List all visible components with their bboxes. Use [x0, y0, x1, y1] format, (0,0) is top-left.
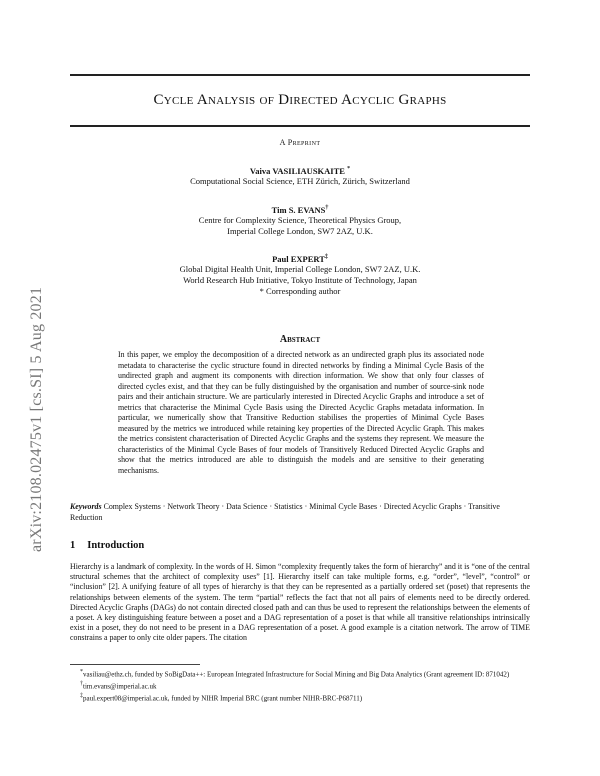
footnote [70, 668, 530, 680]
affiliation-line: World Research Hub Initiative, Tokyo Institute of Technology, Japan [183, 275, 417, 285]
author-block-1 [70, 166, 530, 187]
arxiv-sidebar-stamp: arXiv:2108.02475v1 [cs.SI] 5 Aug 2021 [28, 286, 45, 552]
affiliation-line: Imperial College London, SW7 2AZ, U.K. [227, 226, 373, 236]
footnote-text: vasiliau@ethz.ch, funded by SoBigData++: European Integrated Infrastructure for Social Mining and Big Data Analytics (Grant agreement ID: 871042) [83, 670, 510, 679]
section-number: 1 [70, 540, 76, 551]
author-mark: * [347, 166, 351, 173]
title-bottom-rule [70, 125, 530, 127]
footnote-mark: † [80, 680, 83, 687]
preprint-label: A Preprint [279, 138, 321, 147]
author-block-2 [70, 205, 530, 237]
corresponding-author-note: * Corresponding author [259, 286, 341, 296]
author-mark: † [325, 205, 329, 212]
author-mark: ‡ [324, 254, 328, 261]
keywords-label: Keywords [70, 502, 102, 511]
footnote [70, 680, 530, 692]
affiliation-line: Computational Social Science, ETH Zürich, Zürich, Switzerland [190, 176, 410, 186]
footnote-text: paul.expert08@imperial.ac.uk, funded by NIHR Imperial BRC (grant number NIHR-BRC-P68711) [83, 693, 363, 702]
section-heading [70, 540, 156, 551]
footnote-mark: ‡ [80, 692, 83, 699]
footnotes [70, 668, 530, 703]
introduction-text: Hierarchy is a landmark of complexity. In the words of H. Simon “complexity frequently takes the form of hierarchy” and it is “one of the central structural schemes that the architect of complexity uses” [1]. Hierarchy itself can take multiple forms, e.g. “order”, “level”, “control” or “inclusion” [2]. A unifying feature of all types of hierarchy is that they can be represented as a partially ordered set (poset) that represents the relationships between elements of the system. The term “partial” reflects the fact that not all pairs of elements need to be directly ordered. Directed Acyclic Graphs (DAGs) do not contain directed closed path and can thus be used to represent the relationships between the elements of a poset. A key distinguishing feature between a poset and a DAG representation of a poset is that while all transitive relationships intrinsically exist in a poset, they do not need to be present in a DAG representation of a poset. A good example is a citation network. The arrow of TIME constrains a paper to only cite older papers. The citation [70, 562, 530, 643]
footnote [70, 692, 530, 704]
title-top-rule [70, 74, 530, 76]
section-title: Introduction [87, 540, 145, 551]
abstract-text: In this paper, we employ the decomposition of a directed network as an undirected graph plus its associated node metadata to characterise the cyclic structure found in directed networks by finding a Minimal Cycle Basis of the undirected graph and augment its components with direction information. We show that only four classes of directed cycles exist, and that they can be fully distinguished by the organisation and number of source-sink node pairs and their antichain structure. We are particularly interested in Directed Acyclic Graphs and introduce a set of metrics that characterise the Minimal Cycle Basis using the Directed Acyclic Graphs metadata information. In particular, we numerically show that Transitive Reduction stabilises the properties of Minimal Cycle Bases measured by the metrics we introduced while retaining key properties of the Directed Acyclic Graph. This makes the metrics consistent characterisation of Directed Acyclic Graphs and the systems they represent. We measure the characteristics of the Minimal Cycle Bases of four models of Transitively Reduced Directed Acyclic Graphs and show that the metrics introduced are able to distinguish the models and are sensitive to their generating mechanisms. [118, 350, 484, 475]
abstract-heading: Abstract [279, 334, 321, 345]
footnote-text: tim.evans@imperial.ac.uk [83, 682, 157, 691]
author-name: Tim S. EVANS [271, 205, 326, 215]
footnote-rule [70, 664, 200, 665]
affiliation-line: Centre for Complexity Science, Theoretical Physics Group, [198, 215, 402, 225]
author-name: Vaiva VASILIAUSKAITE [249, 166, 345, 176]
keywords-list: Complex Systems · Network Theory · Data Science · Statistics · Minimal Cycle Bases · Directed Acyclic Graphs · Transitive Reduction [70, 502, 500, 522]
author-name: Paul EXPERT [272, 254, 325, 264]
author-block-3 [70, 254, 530, 297]
affiliation-line: Global Digital Health Unit, Imperial College London, SW7 2AZ, U.K. [179, 264, 421, 274]
keywords [70, 502, 530, 523]
paper-title: Cycle Analysis of Directed Acyclic Graphs [153, 92, 447, 108]
footnote-mark: * [80, 669, 83, 675]
